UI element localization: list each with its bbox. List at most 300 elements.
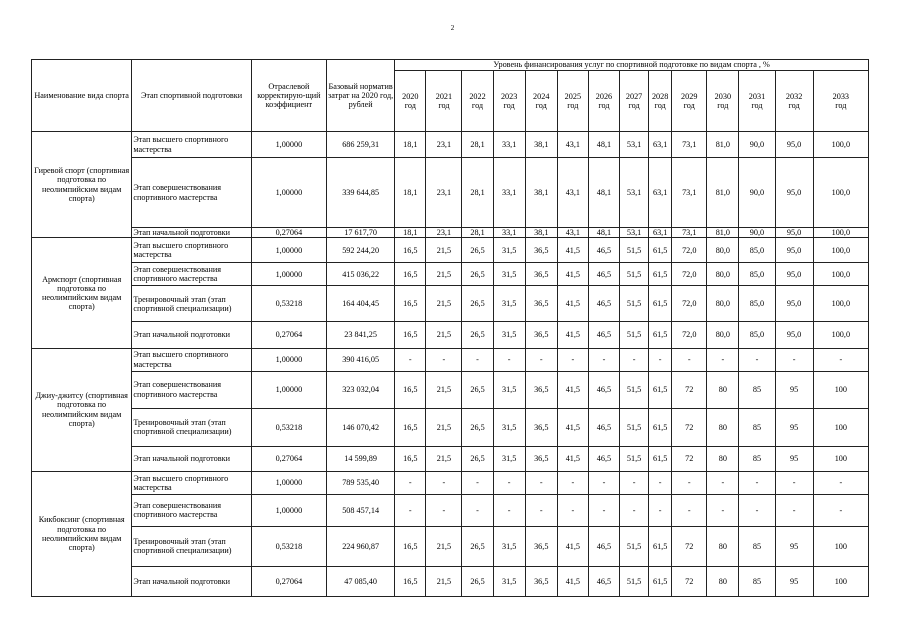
funding-level-value: 61,5 <box>649 566 672 596</box>
funding-level-value: - <box>739 471 775 494</box>
funding-level-value: 46,5 <box>588 286 619 322</box>
year-suffix: год <box>717 101 729 110</box>
funding-level-value: 53,1 <box>620 132 649 158</box>
coefficient-value: 1,00000 <box>251 471 326 494</box>
funding-level-value: 95,0 <box>775 228 813 238</box>
funding-level-value: 41,5 <box>557 408 588 446</box>
funding-level-value: - <box>775 494 813 526</box>
funding-level-value: 18,1 <box>395 132 426 158</box>
funding-level-value: 61,5 <box>649 408 672 446</box>
page-number: 2 <box>450 24 455 32</box>
funding-level-value: 16,5 <box>395 286 426 322</box>
funding-level-value: 73,1 <box>672 228 707 238</box>
funding-level-value: 23,1 <box>426 228 462 238</box>
base-norm-value: 415 036,22 <box>327 263 395 286</box>
funding-level-value: 36,5 <box>525 566 557 596</box>
funding-level-value: 28,1 <box>462 158 493 228</box>
coefficient-value: 1,00000 <box>251 158 326 228</box>
funding-level-value: - <box>707 471 739 494</box>
funding-level-value: - <box>649 471 672 494</box>
funding-level-value: - <box>588 471 619 494</box>
stage-name: Этап высшего спортивного мастерства <box>132 471 251 494</box>
funding-level-value: 95 <box>775 408 813 446</box>
year-header <box>395 71 426 132</box>
funding-level-value: 16,5 <box>395 238 426 263</box>
funding-level-value: 31,5 <box>493 238 525 263</box>
funding-level-value: 28,1 <box>462 132 493 158</box>
base-norm-value: 339 644,85 <box>327 158 395 228</box>
base-norm-value: 508 457,14 <box>327 494 395 526</box>
funding-level-value: 85,0 <box>739 238 775 263</box>
funding-level-value: - <box>775 348 813 371</box>
funding-level-value: 21,5 <box>426 238 462 263</box>
funding-level-value: - <box>620 471 649 494</box>
year-header <box>775 71 813 132</box>
header-coefficient: Отраслевой корректирую-щий коэффициент <box>251 60 326 132</box>
stage-name: Тренировочный этап (этап спортивной специализации) <box>132 286 251 322</box>
year-suffix: год <box>598 101 610 110</box>
funding-level-value: - <box>395 348 426 371</box>
funding-level-value: 100 <box>813 526 868 566</box>
funding-level-value: 85 <box>739 408 775 446</box>
funding-level-value: 31,5 <box>493 446 525 471</box>
funding-level-value: 46,5 <box>588 526 619 566</box>
funding-level-value: 16,5 <box>395 566 426 596</box>
funding-level-value: 21,5 <box>426 263 462 286</box>
table-row <box>32 566 869 596</box>
funding-level-value: - <box>462 348 493 371</box>
coefficient-value: 1,00000 <box>251 132 326 158</box>
funding-level-value: 33,1 <box>493 228 525 238</box>
funding-level-value: 63,1 <box>649 158 672 228</box>
funding-level-value: 95,0 <box>775 263 813 286</box>
funding-level-value: - <box>739 348 775 371</box>
funding-table <box>31 59 869 597</box>
base-norm-value: 224 960,87 <box>327 526 395 566</box>
year-header <box>426 71 462 132</box>
table-row <box>32 471 869 494</box>
funding-level-value: 90,0 <box>739 158 775 228</box>
funding-level-value: 95 <box>775 526 813 566</box>
funding-level-value: 36,5 <box>525 263 557 286</box>
funding-level-value: 36,5 <box>525 286 557 322</box>
funding-level-value: 46,5 <box>588 408 619 446</box>
funding-level-value: 80 <box>707 446 739 471</box>
funding-level-value: 26,5 <box>462 322 493 348</box>
funding-level-value: 21,5 <box>426 446 462 471</box>
funding-level-value: 43,1 <box>557 228 588 238</box>
funding-level-value: 46,5 <box>588 566 619 596</box>
funding-level-value: 63,1 <box>649 132 672 158</box>
funding-level-value: 41,5 <box>557 286 588 322</box>
year-suffix: год <box>438 101 450 110</box>
funding-level-value: 80 <box>707 371 739 408</box>
funding-level-value: 18,1 <box>395 228 426 238</box>
funding-level-value: 90,0 <box>739 228 775 238</box>
funding-level-value: 80,0 <box>707 322 739 348</box>
funding-level-value: 51,5 <box>620 446 649 471</box>
funding-level-value: - <box>557 494 588 526</box>
funding-level-value: 90,0 <box>739 132 775 158</box>
table-row <box>32 228 869 238</box>
funding-level-value: 100,0 <box>813 286 868 322</box>
funding-level-value: 85,0 <box>739 286 775 322</box>
year-header <box>649 71 672 132</box>
year-header <box>739 71 775 132</box>
funding-level-value: 72 <box>672 526 707 566</box>
funding-level-value: 85 <box>739 566 775 596</box>
funding-level-value: 85 <box>739 526 775 566</box>
stage-name: Этап высшего спортивного мастерства <box>132 238 251 263</box>
funding-level-value: 48,1 <box>588 132 619 158</box>
funding-level-value: 21,5 <box>426 286 462 322</box>
funding-level-value: - <box>620 348 649 371</box>
stage-name: Этап совершенствования спортивного мастерства <box>132 494 251 526</box>
stage-name: Этап начальной подготовки <box>132 566 251 596</box>
funding-level-value: 100,0 <box>813 238 868 263</box>
base-norm-value: 592 244,20 <box>327 238 395 263</box>
sport-name: Кикбоксинг (спортивная подготовка по неолимпийским видам спорта) <box>32 471 132 596</box>
stage-name: Тренировочный этап (этап спортивной специализации) <box>132 526 251 566</box>
funding-level-value: 61,5 <box>649 238 672 263</box>
funding-level-value: 72,0 <box>672 263 707 286</box>
coefficient-value: 1,00000 <box>251 348 326 371</box>
funding-level-value: 26,5 <box>462 263 493 286</box>
funding-level-value: 31,5 <box>493 286 525 322</box>
funding-level-value: - <box>557 348 588 371</box>
funding-level-value: 36,5 <box>525 238 557 263</box>
funding-level-value: 95,0 <box>775 286 813 322</box>
year-header <box>707 71 739 132</box>
funding-level-value: 26,5 <box>462 526 493 566</box>
table-row <box>32 446 869 471</box>
funding-level-value: 48,1 <box>588 228 619 238</box>
year-suffix: год <box>683 101 695 110</box>
funding-level-value: 26,5 <box>462 371 493 408</box>
year-number: 2028 <box>651 91 669 101</box>
funding-level-value: - <box>395 494 426 526</box>
table-row <box>32 526 869 566</box>
coefficient-value: 0,53218 <box>251 526 326 566</box>
funding-level-value: 31,5 <box>493 408 525 446</box>
stage-name: Этап начальной подготовки <box>132 446 251 471</box>
funding-level-value: 80,0 <box>707 238 739 263</box>
funding-level-value: 80,0 <box>707 286 739 322</box>
funding-level-value: 95,0 <box>775 132 813 158</box>
funding-level-value: 31,5 <box>493 371 525 408</box>
funding-level-value: 81,0 <box>707 158 739 228</box>
stage-name: Этап совершенствования спортивного мастерства <box>132 371 251 408</box>
year-number: 2029 <box>681 91 698 101</box>
funding-level-value: 100 <box>813 566 868 596</box>
funding-level-value: 36,5 <box>525 526 557 566</box>
funding-level-value: 61,5 <box>649 322 672 348</box>
funding-level-value: 41,5 <box>557 446 588 471</box>
funding-level-value: - <box>649 494 672 526</box>
funding-level-value: - <box>672 471 707 494</box>
coefficient-value: 1,00000 <box>251 263 326 286</box>
table-row <box>32 132 869 158</box>
funding-level-value: 72 <box>672 566 707 596</box>
funding-level-value: 41,5 <box>557 526 588 566</box>
funding-level-value: 16,5 <box>395 526 426 566</box>
funding-level-value: 31,5 <box>493 526 525 566</box>
funding-level-value: 38,1 <box>525 228 557 238</box>
funding-level-value: 18,1 <box>395 158 426 228</box>
funding-level-value: 85,0 <box>739 263 775 286</box>
coefficient-value: 0,27064 <box>251 566 326 596</box>
funding-level-value: - <box>649 348 672 371</box>
year-suffix: год <box>404 101 416 110</box>
funding-level-value: 95 <box>775 371 813 408</box>
funding-level-value: 26,5 <box>462 566 493 596</box>
funding-level-value: - <box>775 471 813 494</box>
funding-level-value: 16,5 <box>395 446 426 471</box>
funding-level-value: 26,5 <box>462 286 493 322</box>
funding-level-value: 51,5 <box>620 286 649 322</box>
funding-level-value: 21,5 <box>426 526 462 566</box>
funding-level-value: - <box>813 471 868 494</box>
funding-level-value: 100,0 <box>813 263 868 286</box>
funding-level-value: - <box>462 494 493 526</box>
funding-level-value: - <box>395 471 426 494</box>
stage-name: Тренировочный этап (этап спортивной специализации) <box>132 408 251 446</box>
year-number: 2025 <box>564 91 582 101</box>
table-row <box>32 158 869 228</box>
year-header <box>525 71 557 132</box>
year-number: 2030 <box>714 91 732 101</box>
funding-level-value: 72,0 <box>672 322 707 348</box>
funding-level-value: - <box>493 471 525 494</box>
funding-level-value: 33,1 <box>493 132 525 158</box>
funding-level-value: 41,5 <box>557 566 588 596</box>
funding-level-value: 100,0 <box>813 228 868 238</box>
table-row <box>32 408 869 446</box>
year-header <box>813 71 868 132</box>
funding-level-value: 85,0 <box>739 322 775 348</box>
funding-level-value: - <box>588 348 619 371</box>
year-suffix: год <box>751 101 763 110</box>
funding-level-value: 73,1 <box>672 132 707 158</box>
funding-level-value: 80,0 <box>707 263 739 286</box>
funding-level-value: 26,5 <box>462 446 493 471</box>
funding-level-value: 46,5 <box>588 371 619 408</box>
base-norm-value: 146 070,42 <box>327 408 395 446</box>
funding-level-value: - <box>557 471 588 494</box>
year-suffix: год <box>503 101 515 110</box>
year-suffix: год <box>535 101 547 110</box>
table-row <box>32 286 869 322</box>
funding-level-value: 72 <box>672 446 707 471</box>
funding-level-value: 16,5 <box>395 322 426 348</box>
header-sport: Наименование вида спорта <box>32 60 132 132</box>
funding-level-value: 21,5 <box>426 566 462 596</box>
year-header <box>557 71 588 132</box>
header-stage: Этап спортивной подготовки <box>132 60 251 132</box>
funding-level-value: 85 <box>739 371 775 408</box>
base-norm-value: 390 416,05 <box>327 348 395 371</box>
base-norm-value: 47 085,40 <box>327 566 395 596</box>
stage-name: Этап высшего спортивного мастерства <box>132 132 251 158</box>
funding-level-value: 51,5 <box>620 371 649 408</box>
funding-level-value: 41,5 <box>557 238 588 263</box>
funding-level-value: 43,1 <box>557 132 588 158</box>
funding-level-value: 53,1 <box>620 228 649 238</box>
table-row <box>32 322 869 348</box>
funding-level-value: 51,5 <box>620 263 649 286</box>
year-number: 2022 <box>469 91 486 101</box>
coefficient-value: 1,00000 <box>251 371 326 408</box>
funding-level-value: 100 <box>813 371 868 408</box>
coefficient-value: 0,53218 <box>251 286 326 322</box>
funding-level-value: - <box>672 494 707 526</box>
funding-level-value: 23,1 <box>426 132 462 158</box>
year-number: 2033 <box>832 91 850 101</box>
sport-name: Армспорт (спортивная подготовка по неолимпийским видам спорта) <box>32 238 132 348</box>
sport-name: Джиу-джитсу (спортивная подготовка по неолимпийским видам спорта) <box>32 348 132 471</box>
table-row <box>32 348 869 371</box>
funding-level-value: 51,5 <box>620 526 649 566</box>
funding-level-value: 72 <box>672 408 707 446</box>
funding-level-value: - <box>493 494 525 526</box>
funding-level-value: 36,5 <box>525 322 557 348</box>
coefficient-value: 0,53218 <box>251 408 326 446</box>
funding-level-value: 81,0 <box>707 132 739 158</box>
funding-level-value: 16,5 <box>395 408 426 446</box>
funding-level-value: - <box>525 348 557 371</box>
funding-level-value: 51,5 <box>620 238 649 263</box>
stage-name: Этап начальной подготовки <box>132 228 251 238</box>
funding-level-value: 80 <box>707 526 739 566</box>
funding-level-value: - <box>672 348 707 371</box>
funding-level-value: - <box>493 348 525 371</box>
funding-level-value: - <box>813 348 868 371</box>
coefficient-value: 0,27064 <box>251 228 326 238</box>
coefficient-value: 1,00000 <box>251 238 326 263</box>
funding-level-value: - <box>588 494 619 526</box>
year-header <box>620 71 649 132</box>
year-header <box>588 71 619 132</box>
funding-level-value: 61,5 <box>649 263 672 286</box>
base-norm-value: 323 032,04 <box>327 371 395 408</box>
year-number: 2021 <box>435 91 453 101</box>
table-row <box>32 238 869 263</box>
funding-level-value: 85 <box>739 446 775 471</box>
funding-level-value: 46,5 <box>588 238 619 263</box>
funding-level-value: 31,5 <box>493 263 525 286</box>
coefficient-value: 0,27064 <box>251 446 326 471</box>
funding-level-value: 16,5 <box>395 263 426 286</box>
funding-level-value: 21,5 <box>426 371 462 408</box>
funding-level-value: 48,1 <box>588 158 619 228</box>
funding-level-value: 80 <box>707 408 739 446</box>
funding-level-value: 61,5 <box>649 371 672 408</box>
base-norm-value: 17 617,70 <box>327 228 395 238</box>
funding-level-value: 81,0 <box>707 228 739 238</box>
funding-level-value: 41,5 <box>557 263 588 286</box>
funding-level-value: 61,5 <box>649 286 672 322</box>
funding-level-value: 36,5 <box>525 446 557 471</box>
table-row <box>32 371 869 408</box>
coefficient-value: 1,00000 <box>251 494 326 526</box>
base-norm-value: 164 404,45 <box>327 286 395 322</box>
funding-level-value: 100,0 <box>813 322 868 348</box>
year-suffix: год <box>788 101 800 110</box>
funding-level-value: 63,1 <box>649 228 672 238</box>
header-base-norm: Базовый норматив затрат на 2020 год, рублей <box>327 60 395 132</box>
funding-level-value: - <box>525 494 557 526</box>
funding-level-value: - <box>707 348 739 371</box>
funding-level-value: 80 <box>707 566 739 596</box>
funding-level-value: 51,5 <box>620 566 649 596</box>
year-header <box>672 71 707 132</box>
year-header <box>493 71 525 132</box>
funding-level-value: 36,5 <box>525 371 557 408</box>
funding-level-value: 28,1 <box>462 228 493 238</box>
funding-level-value: 33,1 <box>493 158 525 228</box>
funding-level-value: 95,0 <box>775 158 813 228</box>
stage-name: Этап совершенствования спортивного мастерства <box>132 158 251 228</box>
funding-level-value: 51,5 <box>620 408 649 446</box>
year-header <box>462 71 493 132</box>
funding-level-value: 31,5 <box>493 566 525 596</box>
year-number: 2031 <box>748 91 766 101</box>
funding-level-value: 100,0 <box>813 158 868 228</box>
funding-level-value: 53,1 <box>620 158 649 228</box>
funding-level-value: 100 <box>813 408 868 446</box>
funding-level-value: 72,0 <box>672 238 707 263</box>
funding-level-value: - <box>426 348 462 371</box>
funding-level-value: 38,1 <box>525 158 557 228</box>
funding-level-value: 26,5 <box>462 238 493 263</box>
funding-level-value: 36,5 <box>525 408 557 446</box>
funding-level-value: - <box>525 471 557 494</box>
funding-level-value: 73,1 <box>672 158 707 228</box>
funding-level-value: 72,0 <box>672 286 707 322</box>
funding-level-value: 41,5 <box>557 371 588 408</box>
funding-level-value: - <box>813 494 868 526</box>
funding-level-value: 21,5 <box>426 408 462 446</box>
funding-level-value: 95 <box>775 566 813 596</box>
table-row <box>32 263 869 286</box>
year-number: 2023 <box>500 91 518 101</box>
year-suffix: год <box>628 101 640 110</box>
funding-level-value: 100,0 <box>813 132 868 158</box>
year-number: 2032 <box>785 91 803 101</box>
year-suffix: год <box>567 101 579 110</box>
funding-level-value: 16,5 <box>395 371 426 408</box>
year-number: 2020 <box>402 91 419 101</box>
funding-level-value: - <box>426 471 462 494</box>
funding-level-value: 72 <box>672 371 707 408</box>
funding-level-value: - <box>426 494 462 526</box>
coefficient-value: 0,27064 <box>251 322 326 348</box>
funding-level-value: 46,5 <box>588 322 619 348</box>
sport-name: Гиревой спорт (спортивная подготовка по неолимпийским видам спорта) <box>32 132 132 238</box>
funding-level-value: - <box>620 494 649 526</box>
funding-level-value: 23,1 <box>426 158 462 228</box>
year-number: 2027 <box>625 91 643 101</box>
year-number: 2026 <box>595 91 613 101</box>
year-suffix: год <box>471 101 484 110</box>
funding-level-value: 100 <box>813 446 868 471</box>
funding-level-value: 95,0 <box>775 238 813 263</box>
funding-level-value: - <box>739 494 775 526</box>
stage-name: Этап высшего спортивного мастерства <box>132 348 251 371</box>
year-suffix: год <box>835 101 847 110</box>
funding-level-value: 41,5 <box>557 322 588 348</box>
base-norm-value: 23 841,25 <box>327 322 395 348</box>
